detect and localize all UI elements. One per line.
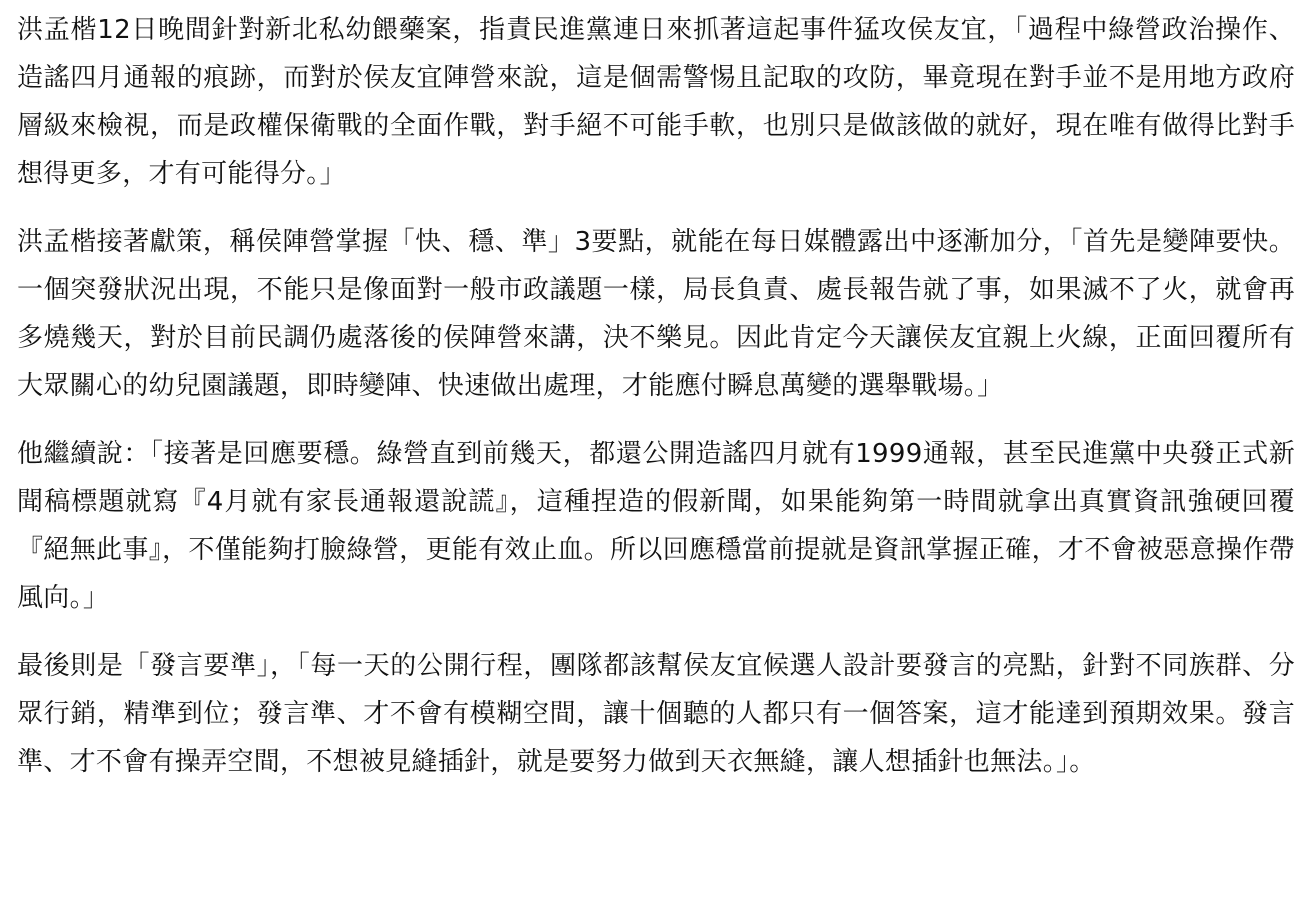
paragraph-4: 最後則是「發言要準」，「每一天的公開行程，團隊都該幫侯友宜候選人設計要發言的亮點，針對不同族群、分眾行銷，精準到位；發言準、才不會有模糊空間，讓十個聽的人都只有一個答案，這才能達到預期效果。發言準、才不會有操弄空間，不想被見縫插針，就是要努力做到天衣無縫，讓人想插針也無法。」。 [17, 651, 1295, 777]
paragraph-1: 洪孟楷12日晚間針對新北私幼餵藥案，指責民進黨連日來抓著這起事件猛攻侯友宜，「過程中綠營政治操作、造謠四月通報的痕跡，而對於侯友宜陣營來說，這是個需警惕且記取的攻防，畢竟現在對手並不是用地方政府層級來檢視，而是政權保衛戰的全面作戰，對手絕不可能手軟，也別只是做該做的就好，現在唯有做得比對手想得更多，才有可能得分。」 [17, 15, 1295, 189]
article-body [17, 6, 1295, 806]
paragraph-2: 洪孟楷接著獻策，稱侯陣營掌握「快、穩、準」3要點，就能在每日媒體露出中逐漸加分，「首先是變陣要快。一個突發狀況出現，不能只是像面對一般市政議題一樣，局長負責、處長報告就了事，如果滅不了火，就會再多燒幾天，對於目前民調仍處落後的侯陣營來講，決不樂見。因此肯定今天讓侯友宜親上火線，正面回覆所有大眾關心的幼兒園議題，即時變陣、快速做出處理，才能應付瞬息萬變的選舉戰場。」 [17, 227, 1295, 401]
paragraph-3: 他繼續說：「接著是回應要穩。綠營直到前幾天，都還公開造謠四月就有1999通報，甚至民進黨中央發正式新聞稿標題就寫『4月就有家長通報還說謊』，這種捏造的假新聞，如果能夠第一時間就拿出真實資訊強硬回覆『絕無此事』，不僅能夠打臉綠營，更能有效止血。所以回應穩當前提就是資訊掌握正確，才不會被惡意操作帶風向。」 [17, 439, 1295, 613]
